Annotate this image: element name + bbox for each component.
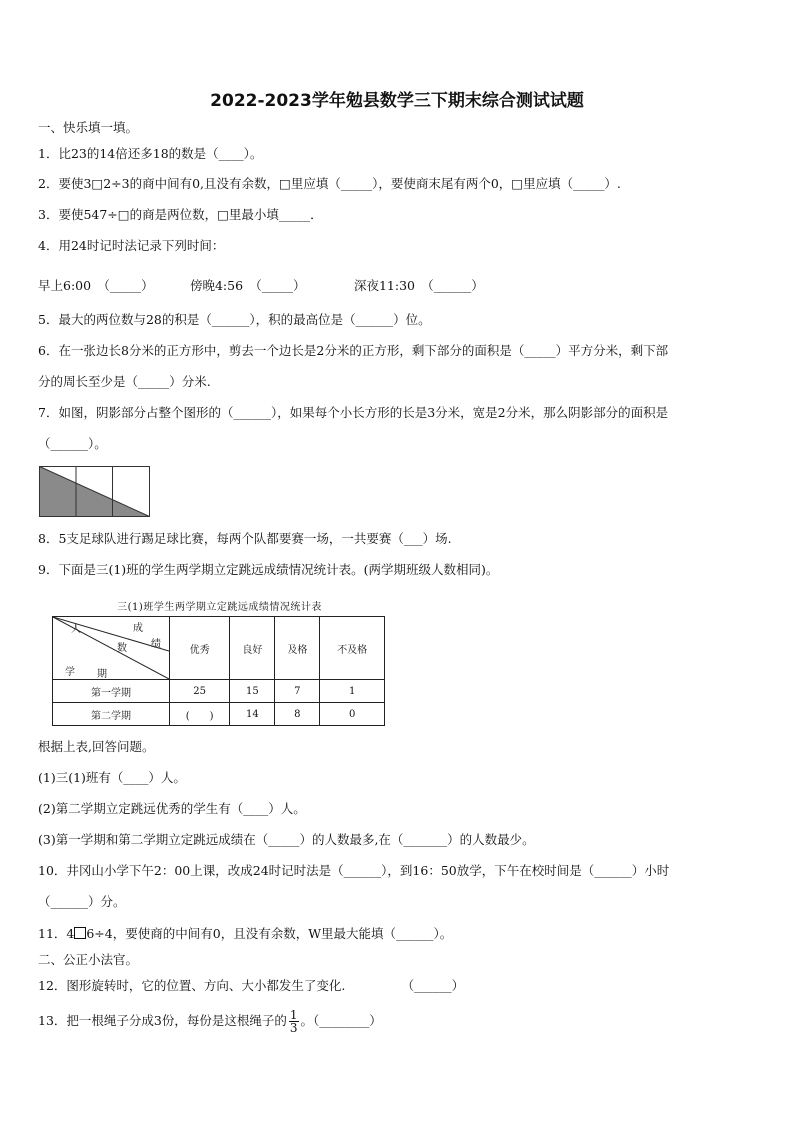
shaded-rectangles-figure: [39, 466, 151, 518]
section-heading-1: 一、快乐填一填。: [38, 120, 139, 135]
table-header-cell: 良好: [230, 617, 275, 680]
question-11-suffix: 6÷4，要使商的中间有0，且没有余数，W里最大能填（______）。: [86, 926, 453, 941]
stats-table: [52, 616, 385, 726]
table-row-label: 第一学期: [53, 680, 170, 703]
question-1: 1．比23的14倍还多18的数是（____）。: [38, 146, 263, 161]
time-item: 深夜11:30 （______）: [353, 278, 484, 293]
question-12: 12．图形旋转时，它的位置、方向、大小都发生了变化. （______）: [38, 978, 465, 993]
question-4-times: [38, 276, 484, 294]
table-cell: 8: [275, 703, 320, 726]
table-header-cell: 及格: [275, 617, 320, 680]
table-row: [53, 680, 385, 703]
table-cell: 7: [275, 680, 320, 703]
question-9-part-2: (2)第二学期立定跳远优秀的学生有（____）人。: [38, 801, 306, 816]
page-title: 2022-2023学年勉县数学三下期末综合测试试题: [210, 91, 584, 111]
diag-label: 成: [133, 623, 143, 634]
time-item: 傍晚4:56 （_____）: [189, 278, 306, 293]
section-heading-2: 二、公正小法官。: [38, 952, 139, 967]
diag-label: 期: [97, 669, 107, 680]
table-row: [53, 703, 385, 726]
question-9-part-3: (3)第一学期和第二学期立定跳远成绩在（_____）的人数最多,在（_______）的人数最少。: [38, 832, 535, 847]
question-7-line-1: 7．如图，阴影部分占整个图形的（______），如果每个小长方形的长是3分米，宽是2分米，那么阴影部分的面积是: [38, 405, 669, 420]
table-header-cell: 不及格: [320, 617, 385, 680]
question-7-line-2: （______）。: [38, 436, 107, 451]
question-9: 9．下面是三(1)班的学生两学期立定跳远成绩情况统计表。(两学期班级人数相同)。: [38, 562, 499, 577]
table-diagonal-header: [53, 617, 170, 680]
table-cell: ( ): [170, 703, 230, 726]
question-9-part-1: (1)三(1)班有（____）人。: [38, 770, 186, 785]
blank-box-icon: [74, 927, 86, 939]
question-11-prefix: 11．4: [38, 926, 75, 941]
question-13: [38, 1008, 382, 1034]
time-item: 早上6:00 （_____）: [38, 278, 154, 293]
question-3: 3．要使547÷□的商是两位数，□里最小填_____．: [38, 207, 323, 222]
question-13-prefix: 13．把一根绳子分成3份，每份是这根绳子的: [38, 1013, 287, 1028]
diag-label: 绩: [151, 639, 161, 650]
question-8: 8．5支足球队进行踢足球比赛，每两个队都要赛一场，一共要赛（___）场.: [38, 531, 452, 546]
table-cell: 15: [230, 680, 275, 703]
question-9-intro: 根据上表,回答问题。: [38, 739, 155, 754]
table-cell: 14: [230, 703, 275, 726]
table-cell: 25: [170, 680, 230, 703]
table-cell: 0: [320, 703, 385, 726]
question-6-line-2: 分的周长至少是（_____）分米.: [38, 374, 211, 389]
question-13-suffix: 。（________）: [300, 1013, 382, 1028]
table-cell: 1: [320, 680, 385, 703]
diag-label: 人: [71, 624, 81, 635]
question-6-line-1: 6．在一张边长8分米的正方形中，剪去一个边长是2分米的正方形，剩下部分的面积是（_____）平方分米，剩下部: [38, 343, 669, 358]
question-10-line-2: （______）分。: [38, 894, 126, 909]
table-row-label: 第二学期: [53, 703, 170, 726]
question-4: 4．用24时记时法记录下列时间：: [38, 238, 225, 253]
table-caption: 三(1)班学生两学期立定跳远成绩情况统计表: [117, 602, 322, 613]
table-header-cell: 优秀: [170, 617, 230, 680]
question-5: 5．最大的两位数与28的积是（______），积的最高位是（______）位。: [38, 312, 431, 327]
question-2: 2．要使3□2÷3的商中间有0,且没有余数，□里应填（_____），要使商末尾有两个0，□里应填（_____）.: [38, 176, 621, 191]
question-10-line-1: 10．井冈山小学下午2：00上课，改成24时记时法是（______），到16：50放学，下午在校时间是（______）小时: [38, 863, 670, 878]
stats-table-block: [52, 598, 387, 726]
diag-label: 学: [65, 667, 75, 678]
diag-label: 数: [117, 643, 127, 654]
question-11: [38, 926, 452, 942]
fraction-one-third: $\frac{1}{3}$: [289, 1008, 298, 1035]
